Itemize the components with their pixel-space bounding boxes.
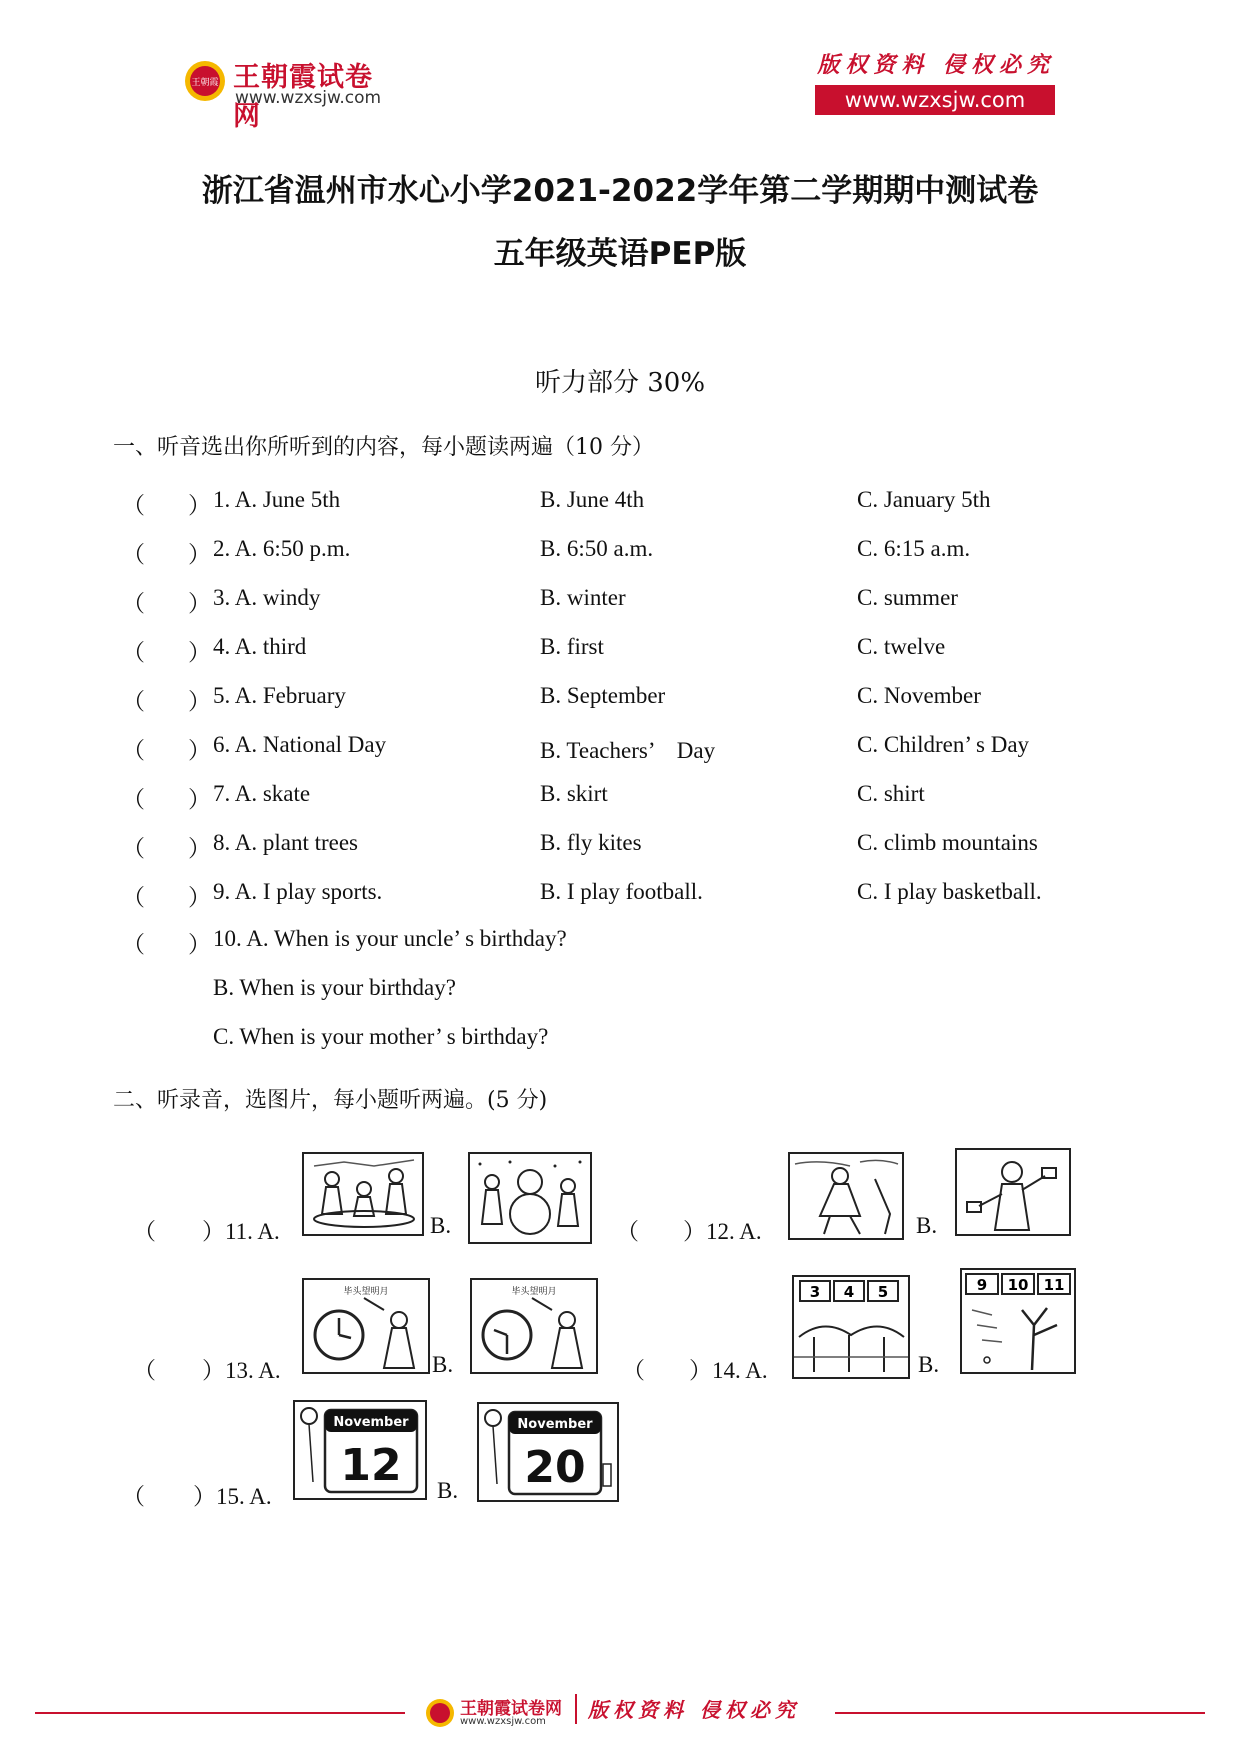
q10-number: 10. <box>213 926 242 951</box>
calendar-november-20-icon <box>479 1404 617 1500</box>
answer-paren-open[interactable]: （ <box>133 1219 156 1244</box>
calendar-number: 5 <box>877 1283 889 1301</box>
answer-paren-open[interactable]: （ <box>122 640 145 665</box>
option-b: B. Teachers’ Day <box>540 738 716 763</box>
part1-heading: 一、听音选出你所听到的内容，每小题读两遍（10 分） <box>113 435 654 460</box>
answer-paren-close: ） <box>188 640 211 665</box>
q14-label: ）14. A. <box>689 1358 768 1383</box>
question-number: 5. <box>213 683 231 708</box>
q12-label: ）12. A. <box>683 1219 762 1244</box>
footer <box>0 1690 1240 1730</box>
calendar-numbers <box>800 1281 898 1301</box>
q13-picture-b[interactable] <box>470 1278 598 1374</box>
q15-picture-a[interactable] <box>293 1400 427 1500</box>
poster-text: 毕头望明月 <box>511 1287 557 1297</box>
header-logo <box>183 55 393 132</box>
footer-logo-url: www.wzxsjw.com <box>460 1716 546 1727</box>
option-c: C. shirt <box>857 781 925 806</box>
option-c: C. twelve <box>857 634 946 659</box>
calendar-day: 12 <box>340 1440 402 1491</box>
question-number: 7. <box>213 781 231 806</box>
q13-label: ）13. A. <box>202 1358 281 1383</box>
question-number: 9. <box>213 879 231 904</box>
logo-url: www.wzxsjw.com <box>235 88 382 108</box>
answer-paren-open[interactable]: （ <box>122 1484 145 1509</box>
footer-line-left <box>35 1712 405 1714</box>
question-number: 2. <box>213 536 231 561</box>
snowman-icon <box>470 1154 590 1242</box>
q12-picture-b[interactable] <box>955 1148 1071 1236</box>
answer-paren-open[interactable]: （ <box>122 787 145 812</box>
calendar-month: November <box>333 1415 409 1430</box>
q14-option-b-label: B. <box>918 1352 940 1377</box>
question-number: 6. <box>213 732 231 757</box>
q15-option-b-label: B. <box>437 1478 459 1503</box>
answer-paren-open[interactable]: （ <box>122 836 145 861</box>
poster-text: 毕头望明月 <box>343 1287 389 1297</box>
q10-option-b: B. When is your birthday? <box>213 975 456 1000</box>
calendar-number: 3 <box>809 1283 821 1301</box>
option-a: A. June 5th <box>234 487 341 512</box>
question-number: 8. <box>213 830 231 855</box>
answer-paren-open[interactable]: （ <box>122 591 145 616</box>
copyright-url: www.wzxsjw.com <box>815 85 1055 115</box>
option-b: B. 6:50 a.m. <box>540 536 654 561</box>
option-c: C. Children’ s Day <box>857 732 1030 757</box>
answer-paren-open[interactable]: （ <box>122 542 145 567</box>
windy-girl-icon <box>790 1154 902 1238</box>
q14-picture-a[interactable] <box>792 1275 910 1379</box>
answer-paren-open[interactable]: （ <box>122 738 145 763</box>
answer-paren-open[interactable]: （ <box>133 1358 156 1383</box>
footer-logo-text: 王朝霞试卷网 <box>460 1699 562 1719</box>
answer-paren-close: ） <box>188 885 211 910</box>
option-b: B. fly kites <box>540 830 642 855</box>
picnic-icon <box>304 1154 422 1234</box>
question-number: 4. <box>213 634 231 659</box>
option-b: B. I play football. <box>540 879 703 904</box>
q10-option-a: A. When is your uncle’ s birthday? <box>246 926 567 951</box>
calendar-month: November <box>517 1417 593 1432</box>
option-b: B. skirt <box>540 781 608 806</box>
question-number: 3. <box>213 585 231 610</box>
option-a: A. skate <box>234 781 311 806</box>
answer-paren-close: ） <box>188 787 211 812</box>
calendar-november-12-icon <box>295 1402 425 1498</box>
q13-picture-a[interactable] <box>302 1278 430 1374</box>
answer-paren-open[interactable]: （ <box>122 885 145 910</box>
q11-option-b-label: B. <box>430 1213 452 1238</box>
calendar-numbers <box>966 1274 1070 1294</box>
logo-seal-icon <box>183 59 227 103</box>
title-line2: 五年级英语PEP版 <box>493 236 747 272</box>
option-b: B. first <box>540 634 604 659</box>
exercising-girl-icon <box>957 1150 1069 1234</box>
calendar-number: 11 <box>1043 1276 1065 1294</box>
clock-teacher-icon <box>304 1280 428 1372</box>
copyright-text: 版权资料 侵权必究 <box>817 52 1055 78</box>
footer-line-right <box>835 1712 1205 1714</box>
option-b: B. June 4th <box>540 487 645 512</box>
option-c: C. climb mountains <box>857 830 1038 855</box>
answer-paren-close: ） <box>188 738 211 763</box>
q11-picture-b[interactable] <box>468 1152 592 1244</box>
q12-option-b-label: B. <box>916 1213 938 1238</box>
footer-divider <box>575 1694 577 1724</box>
question-number: 1. <box>213 487 231 512</box>
answer-paren-open[interactable]: （ <box>122 689 145 714</box>
option-a: A. third <box>234 634 307 659</box>
answer-paren-close: ） <box>188 493 211 518</box>
answer-paren-open[interactable]: （ <box>122 493 145 518</box>
q12-picture-a[interactable] <box>788 1152 904 1240</box>
calendar-number: 10 <box>1007 1276 1029 1294</box>
spring-calendar-icon <box>794 1277 908 1377</box>
answer-paren-open[interactable]: （ <box>122 932 145 957</box>
answer-paren-close: ） <box>188 932 211 957</box>
option-b: B. September <box>540 683 666 708</box>
q11-picture-a[interactable] <box>302 1152 424 1236</box>
option-c: C. January 5th <box>857 487 991 512</box>
answer-paren-close: ） <box>188 689 211 714</box>
clock-teacher-icon <box>472 1280 596 1372</box>
answer-paren-close: ） <box>188 542 211 567</box>
logo-seal-text: 王朝霞 <box>191 78 219 88</box>
option-a: A. plant trees <box>234 830 358 855</box>
option-a: A. February <box>234 683 346 708</box>
answer-paren-close: ） <box>188 836 211 861</box>
q15-label: ）15. A. <box>193 1484 272 1509</box>
calendar-number: 9 <box>976 1276 988 1294</box>
answer-paren-open[interactable]: （ <box>616 1219 639 1244</box>
option-a: A. National Day <box>234 732 387 757</box>
option-c: C. November <box>857 683 981 708</box>
footer-copyright-text: 版权资料 侵权必究 <box>588 1698 800 1722</box>
calendar-number: 4 <box>843 1283 855 1301</box>
q10-option-c: C. When is your mother’ s birthday? <box>213 1024 549 1049</box>
option-a: A. 6:50 p.m. <box>234 536 351 561</box>
q14-picture-b[interactable] <box>960 1268 1076 1374</box>
option-c: C. summer <box>857 585 958 610</box>
autumn-calendar-icon <box>962 1270 1074 1372</box>
header-copyright <box>815 48 1055 115</box>
logo-text: 王朝霞试卷网 <box>233 62 373 132</box>
q13-option-b-label: B. <box>432 1352 454 1377</box>
q11-label: ）11. A. <box>202 1219 280 1244</box>
answer-paren-close: ） <box>188 591 211 616</box>
answer-paren-open[interactable]: （ <box>622 1358 645 1383</box>
footer-seal-icon <box>425 1698 455 1728</box>
section-title: 听力部分 30% <box>534 368 706 398</box>
calendar-day: 20 <box>524 1442 586 1493</box>
part2-heading: 二、听录音，选图片，每小题听两遍。(5 分) <box>113 1088 548 1113</box>
q15-picture-b[interactable] <box>477 1402 619 1502</box>
option-a: A. I play sports. <box>234 879 383 904</box>
option-c: C. 6:15 a.m. <box>857 536 971 561</box>
option-b: B. winter <box>540 585 626 610</box>
title-line1: 浙江省温州市水心小学2021-2022学年第二学期期中测试卷 <box>201 173 1039 209</box>
option-a: A. windy <box>234 585 321 610</box>
option-c: C. I play basketball. <box>857 879 1042 904</box>
